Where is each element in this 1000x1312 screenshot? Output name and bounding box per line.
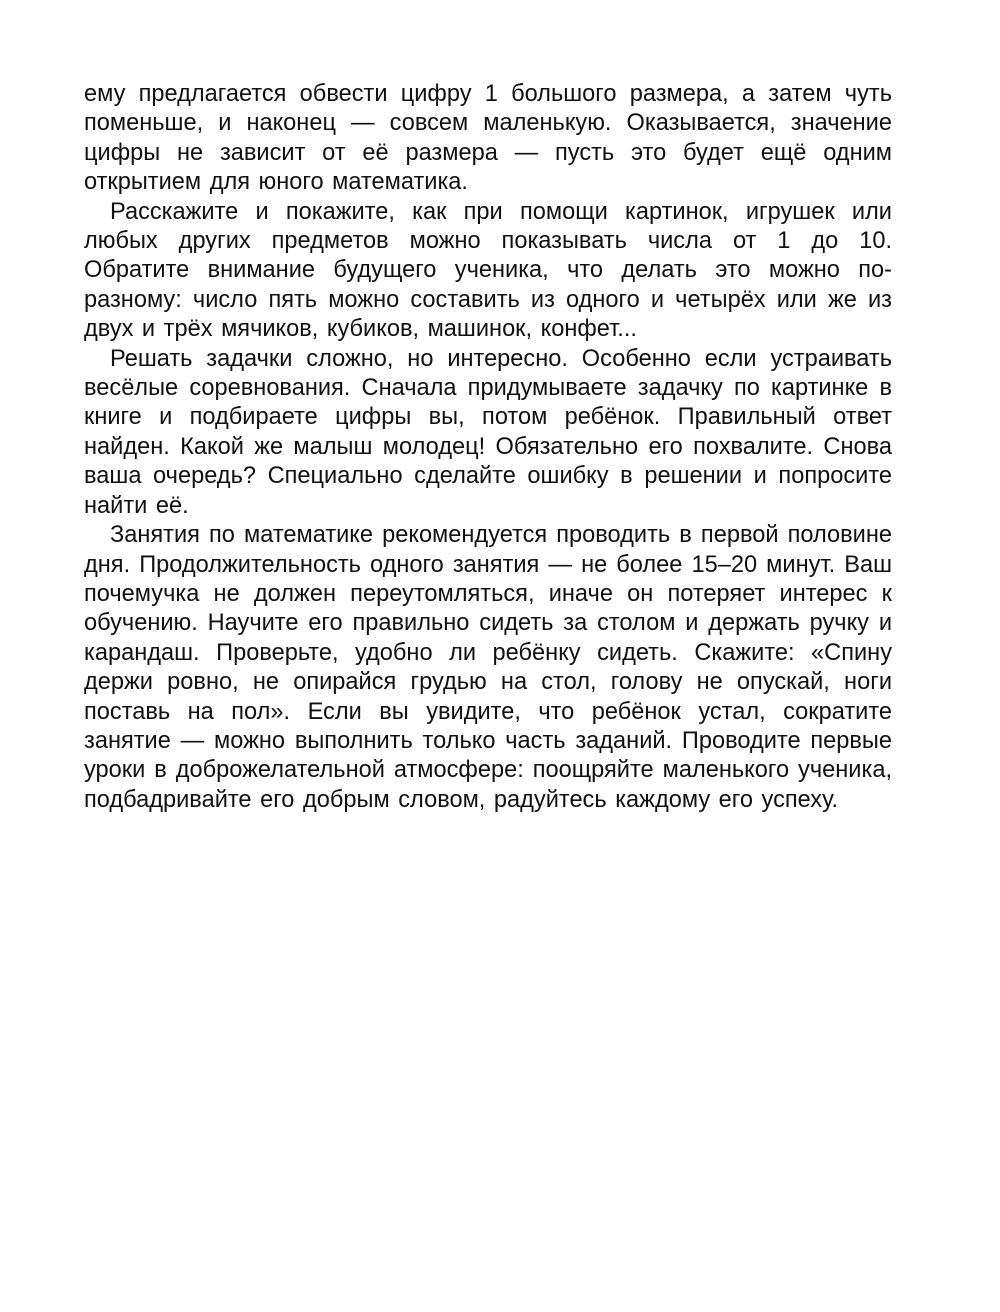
paragraph-counting-objects: Расскажите и покажите, как при помощи картинок, игрушек или любых других предметов можно показывать числа от 1 до 10. Обратите внимание будущего ученика, что делать это можно по-разному: число пять можно составить из одного и четырёх или же из двух и трёх мячиков, кубиков, машинок, конфет... bbox=[84, 198, 892, 343]
paragraph-continuation: ему предлагается обвести цифру 1 большого размера, а затем чуть поменьше, и наконец — совсем маленькую. Оказывается, значение цифры не зависит от её размера — пусть это будет ещё одним открытием для юного математика. bbox=[84, 81, 892, 196]
paragraph-lesson-guidelines: Занятия по математике рекомендуется проводить в первой половине дня. Продолжительность одного занятия — не более 15–20 минут. Ваш почемучка не должен переутомляться, иначе он потеряет интерес к обучению. Научите его правильно сидеть за столом и держать ручку и карандаш. Проверьте, удобно ли ребёнку сидеть. Скажите: «Спину держи ровно, не опирайся грудью на стол, голову не опускай, ноги поставь на пол». Если вы увидите, что ребёнок устал, сократите занятие — можно выполнить только часть заданий. Проводите первые уроки в доброжелательной атмосфере: поощряйте маленького ученика, подбадривайте его добрым словом, радуйтесь каждому его успеху. bbox=[84, 522, 892, 813]
paragraph-solving-tasks: Решать задачки сложно, но интересно. Особенно если устраивать весёлые соревнования. Сначала придумываете задачку по картинке в книге и подбираете цифры вы, потом ребёнок. Правильный ответ найден. Какой же малыш молодец! Обязательно его похвалите. Снова ваша очередь? Специально сделайте ошибку в решении и попросите найти её. bbox=[84, 345, 892, 519]
document-body bbox=[84, 80, 892, 815]
